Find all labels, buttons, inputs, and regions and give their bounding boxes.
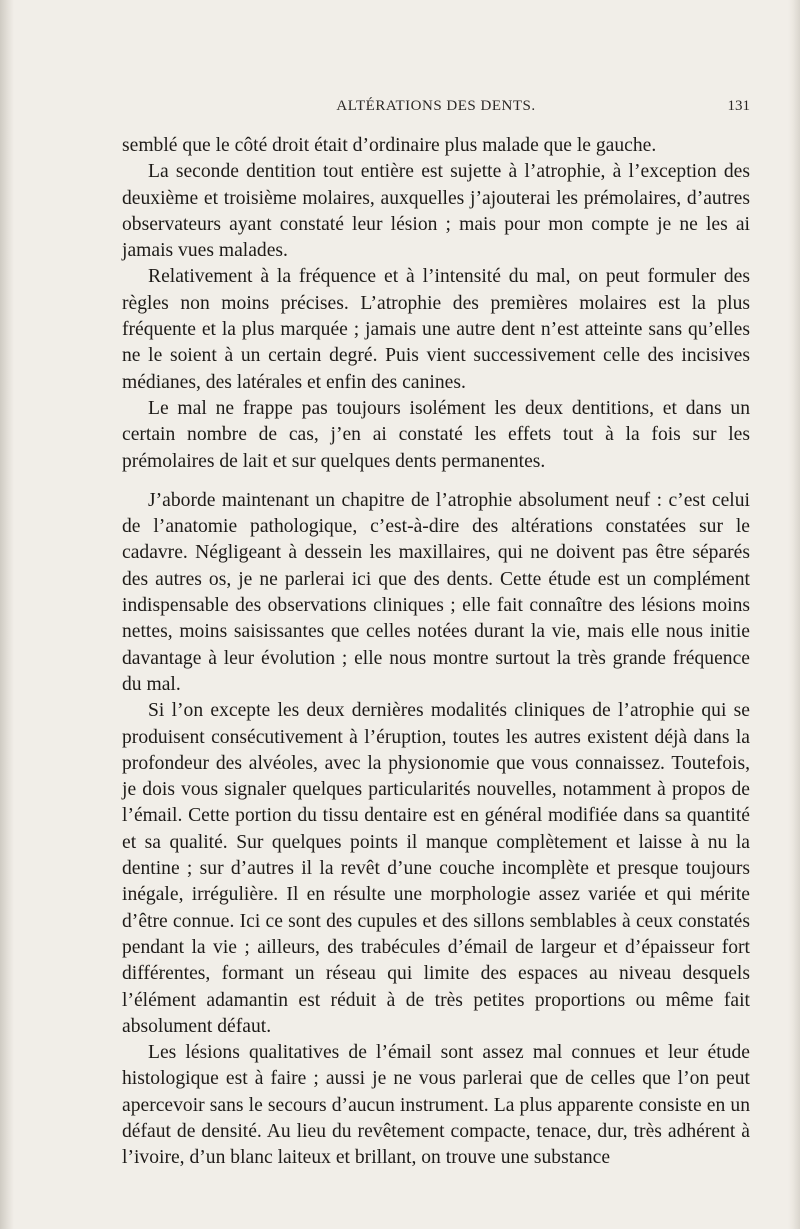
- paragraph: Relativement à la fréquence et à l’intensité du mal, on peut formuler des règles non moins précises. L’atrophie des premières molaires est la plus fréquente et la plus marquée ; jamais une autre dent n’est atteinte sans qu’elles ne le soient à un certain degré. Puis vient successivement celle des incisives médianes, des latérales et enfin des canines.: [122, 266, 750, 393]
- running-head: [122, 98, 750, 118]
- running-title: ALTÉRATIONS DES DENTS.: [336, 98, 536, 114]
- paragraph: Le mal ne frappe pas toujours isolément les deux dentitions, et dans un certain nombre de cas, j’en ai constaté les effets tout à la fois sur les prémolaires de lait et sur quelques dents permanentes.: [122, 397, 750, 472]
- page-edge-shadow: [788, 0, 800, 1229]
- body-text: [122, 133, 750, 1172]
- paragraph: semblé que le côté droit était d’ordinaire plus malade que le gauche.: [122, 135, 657, 156]
- binding-shadow: [0, 0, 14, 1229]
- paragraph: J’aborde maintenant un chapitre de l’atrophie absolument neuf : c’est celui de l’anatomie pathologique, c’est-à-dire des altérations constatées sur le cadavre. Négligeant à dessein les maxillaires, qui ne doivent pas être séparés des autres os, je ne parlerai ici que des dents. Cette étude est un complément indispensable des observations cliniques ; elle fait connaître des lésions moins nettes, moins saisissantes que celles notées durant la vie, mais elle nous initie davantage à leur évolution ; elle nous montre surtout la très grande fréquence du mal.: [122, 489, 750, 695]
- paragraph: Si l’on excepte les deux dernières modalités cliniques de l’atrophie qui se produisent consécutivement à l’éruption, toutes les autres existent déjà dans la profondeur des alvéoles, avec la physionomie que vous connaissez. Toutefois, je dois vous signaler quelques particularités nouvelles, notamment à propos de l’émail. Cette portion du tissu dentaire est en général modifiée dans sa quantité et sa qualité. Sur quelques points il manque complètement et laisse à nu la dentine ; sur d’autres il la revêt d’une couche incomplète et presque toujours inégale, irrégulière. Il en résulte une morphologie assez variée et qui mérite d’être connue. Ici ce sont des cupules et des sillons semblables à ceux constatés pendant la vie ; ailleurs, des trabécules d’émail de largeur et d’épaisseur fort différentes, formant un réseau qui limite des espaces au niveau desquels l’élément adamantin est réduit à de très petites proportions ou même fait absolument défaut.: [122, 700, 750, 1037]
- page-number: 131: [727, 98, 750, 114]
- paragraph: La seconde dentition tout entière est sujette à l’atrophie, à l’exception des deuxième et troisième molaires, auxquelles j’ajouterai les prémolaires, d’autres observateurs ayant constaté leur lésion ; mais pour mon compte je ne les ai jamais vues malades.: [122, 161, 750, 262]
- paragraph: Les lésions qualitatives de l’émail sont assez mal connues et leur étude histologique est à faire ; aussi je ne vous parlerai que de celles que l’on peut apercevoir sans le secours d’aucun instrument. La plus apparente consiste en un défaut de densité. Au lieu du revêtement compacte, tenace, dur, très adhérent à l’ivoire, d’un blanc laiteux et brillant, on trouve une substance: [122, 1042, 750, 1169]
